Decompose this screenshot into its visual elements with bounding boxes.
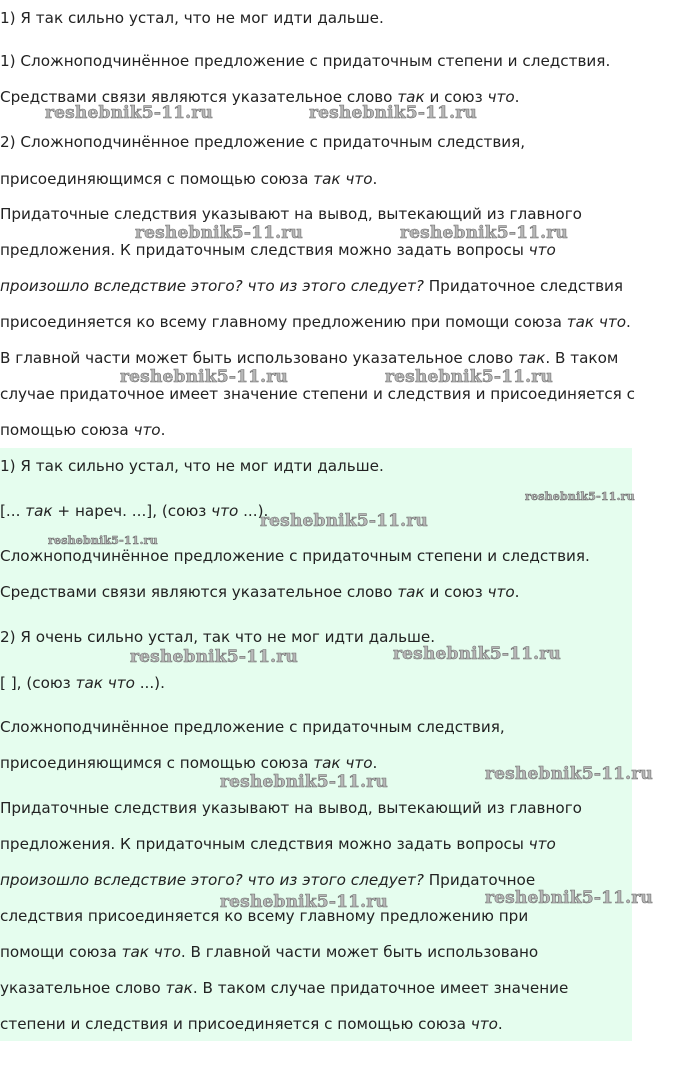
top-line-2: 1) Сложноподчинённое предложение с придаточным степени и следствия. <box>0 52 611 70</box>
box-line-7: Сложноподчинённое предложение с придаточным следствия, <box>0 718 505 736</box>
top-line-4: 2) Сложноподчинённое предложение с придаточным следствия, <box>0 133 526 151</box>
top-line-6: Придаточные следствия указывают на вывод, вытекающий из главного <box>0 205 582 223</box>
top-line-7: предложения. К придаточным следствия можно задать вопросы что <box>0 241 556 259</box>
top-line-11: случае придаточное имеет значение степени и следствия и присоединяется с <box>0 385 635 403</box>
watermark: reshebnik5-11.ru <box>309 103 477 123</box>
box-line-4: Средствами связи являются указательное слово так и союз что. <box>0 583 520 601</box>
top-line-12: помощью союза что. <box>0 421 166 439</box>
top-line-9: присоединяется ко всему главному предложению при помощи союза так что. <box>0 313 631 331</box>
box-line-10: предложения. К придаточным следствия можно задать вопросы что <box>0 835 556 853</box>
watermark: reshebnik5-11.ru <box>130 647 298 667</box>
box-line-6: [ ], (союз так что ...). <box>0 674 165 692</box>
box-line-3: Сложноподчинённое предложение с придаточным степени и следствия. <box>0 547 590 565</box>
top-line-3: Средствами связи являются указательное слово так и союз что. <box>0 88 520 106</box>
watermark: reshebnik5-11.ru <box>385 367 553 387</box>
watermark: reshebnik5-11.ru <box>220 772 388 792</box>
watermark: reshebnik5-11.ru <box>485 764 653 784</box>
box-line-1: 1) Я так сильно устал, что не мог идти дальше. <box>0 457 384 475</box>
box-line-5: 2) Я очень сильно устал, так что не мог идти дальше. <box>0 628 436 646</box>
top-line-10: В главной части может быть использовано указательное слово так. В таком <box>0 349 619 367</box>
box-line-2: [... так + нареч. ...], (союз что ...). <box>0 502 269 520</box>
watermark: reshebnik5-11.ru <box>400 223 568 243</box>
box-line-15: степени и следствия и присоединяется с помощью союза что. <box>0 1015 503 1033</box>
top-line-1: 1) Я так сильно устал, что не мог идти дальше. <box>0 9 384 27</box>
watermark: reshebnik5-11.ru <box>220 892 388 912</box>
watermark: reshebnik5-11.ru <box>45 103 213 123</box>
box-line-9: Придаточные следствия указывают на вывод, вытекающий из главного <box>0 799 582 817</box>
box-line-11: произошло вследствие этого? что из этого следует? Придаточное <box>0 871 536 889</box>
box-line-14: указательное слово так. В таком случае придаточное имеет значение <box>0 979 569 997</box>
box-line-13: помощи союза так что. В главной части может быть использовано <box>0 943 539 961</box>
watermark: reshebnik5-11.ru <box>525 490 635 503</box>
watermark: reshebnik5-11.ru <box>135 223 303 243</box>
watermark: reshebnik5-11.ru <box>48 534 158 547</box>
top-line-5: присоединяющимся с помощью союза так что. <box>0 170 378 188</box>
top-line-8: произошло вследствие этого? что из этого следует? Придаточное следствия <box>0 277 624 295</box>
box-line-8: присоединяющимся с помощью союза так что. <box>0 754 378 772</box>
watermark: reshebnik5-11.ru <box>120 367 288 387</box>
watermark: reshebnik5-11.ru <box>485 888 653 908</box>
box-line-12: следствия присоединяется ко всему главному предложению при <box>0 907 529 925</box>
watermark: reshebnik5-11.ru <box>260 511 428 531</box>
watermark: reshebnik5-11.ru <box>393 644 561 664</box>
